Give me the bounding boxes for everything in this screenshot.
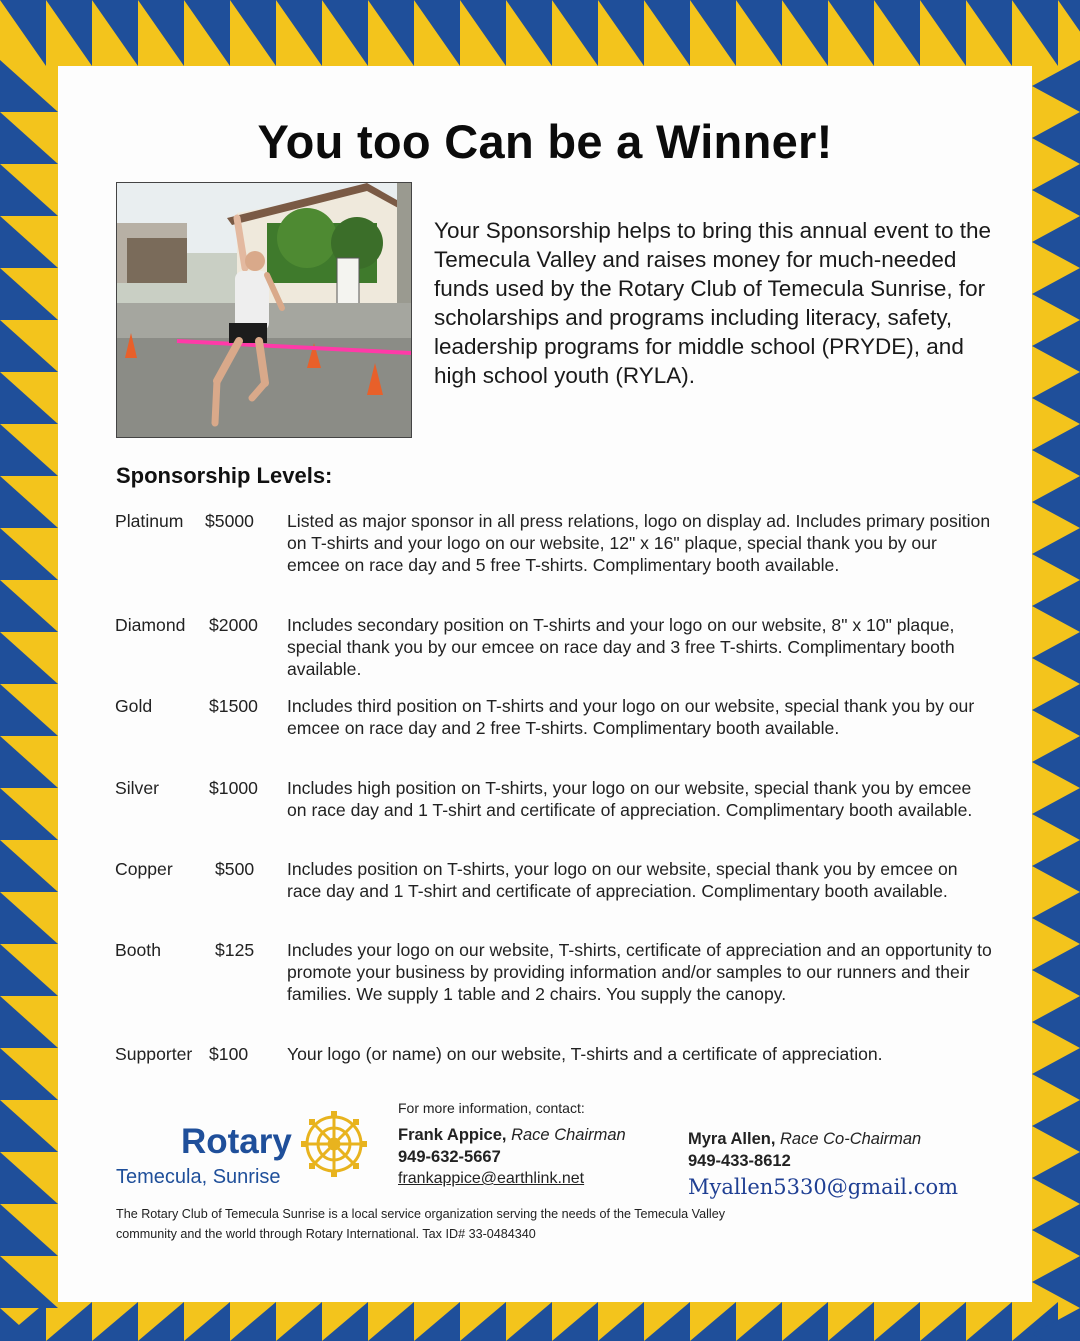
page-title: You too Can be a Winner! [257,115,833,168]
contact-frank [398,1124,626,1190]
level-name: Supporter [115,1044,193,1064]
level-description: Your logo (or name) on our website, T-shirts and a certificate of appreciation. [287,1044,883,1064]
contact-phone: 949-433-8612 [688,1152,791,1170]
runner-photo [116,182,412,438]
level-price: $5000 [205,511,254,531]
level-price: $125 [215,940,255,960]
level-description: Includes secondary position on T-shirts and your logo on our website, 8" x 10" plaque, special thank you by our emcee on race day and 3 free T-shirts. Complimentary booth available. [287,615,955,680]
contact-role: Race Co-Chairman [780,1130,922,1148]
contact-email-link[interactable]: Myallen5330@gmail.com [688,1175,959,1199]
rotary-logo-subtitle: Temecula, Sunrise [116,1166,281,1188]
level-price: $1500 [209,696,258,716]
contact-phone: 949-632-5667 [398,1148,501,1166]
level-price: $2000 [209,615,258,635]
legal-note: The Rotary Club of Temecula Sunrise is a local service organization serving the needs of the Temecula Valley community and the world through Rotary International. Tax ID# 33-0484340 [116,1207,726,1241]
level-description: Includes your logo on our website, T-shirts, certificate of appreciation and an opportunity to promote your business by providing information and/or samples to our runners and their families. We supply 1 table and 2 chairs. You supply the canopy. [287,940,992,1005]
contact-name: Frank Appice, [398,1126,507,1144]
contact-intro: For more information, contact: [398,1100,585,1116]
contact-role: Race Chairman [511,1126,626,1144]
level-name: Copper [115,859,173,879]
intro-paragraph: Your Sponsorship helps to bring this annual event to the Temecula Valley and raises money for much-needed funds used by the Rotary Club of Temecula Sunrise, for scholarships and programs including literacy, safety, leadership programs for middle school (PRYDE), and high school youth (RYLA). [434,218,992,388]
level-name: Gold [115,696,153,716]
level-description: Includes third position on T-shirts and your logo on our website, special thank you by our emcee on race day and 2 free T-shirts. Complimentary booth available. [287,696,975,739]
level-price: $1000 [209,778,258,798]
level-name: Silver [115,778,159,798]
contact-myra [688,1128,958,1198]
level-name: Diamond [115,615,186,635]
level-price: $100 [209,1044,249,1064]
rotary-logo-text: Rotary [181,1122,292,1161]
contact-name: Myra Allen, [688,1130,776,1148]
level-price: $500 [215,859,255,879]
rotary-wheel-icon [301,1111,367,1177]
level-description: Includes position on T-shirts, your logo on our website, special thank you by emcee on race day and 1 T-shirt and certificate of appreciation. Complimentary booth available. [287,859,958,902]
level-name: Booth [115,940,161,960]
levels-heading: Sponsorship Levels: [116,463,333,488]
contact-email-link[interactable]: frankappice@earthlink.net [398,1170,585,1187]
level-description: Listed as major sponsor in all press relations, logo on display ad. Includes primary position on T-shirts and your logo on our website, 12" x 16" plaque, special thank you by our emcee on race day and 5 free T-shirts. Complimentary booth available. [287,511,991,576]
level-name: Platinum [115,511,184,531]
flyer-panel [58,66,1032,1302]
level-description: Includes high position on T-shirts, your logo on our website, special thank you by emcee on race day and 1 T-shirt and certificate of appreciation. Complimentary booth available. [287,778,973,821]
